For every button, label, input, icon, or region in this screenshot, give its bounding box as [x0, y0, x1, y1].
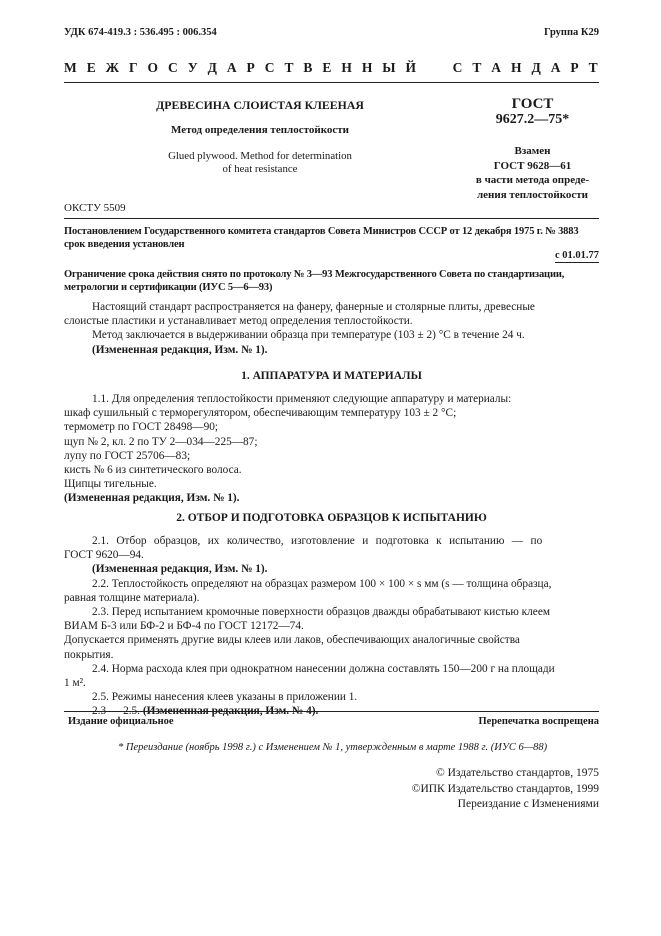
- text-line: слоистые пластики и устанавливает метод определения теплостойкости.: [64, 315, 413, 328]
- gost-label: ГОСТ: [511, 96, 554, 112]
- official-edition: Издание официальное: [68, 716, 174, 727]
- text-line: 1.1. Для определения теплостойкости применяют следующие аппаратуру и материалы:: [92, 393, 512, 405]
- reissue-note: * Переиздание (ноябрь 1998 г.) с Изменением № 1, утвержденным в марте 1988 г. (ИУС 6—88): [118, 742, 548, 753]
- edit-note: (Измененная редакция, Изм. № 4).: [142, 705, 319, 718]
- banner-letter: Ы: [382, 60, 396, 75]
- text-line: 2.5. Режимы нанесения клеев указаны в приложении 1.: [92, 691, 358, 704]
- clause-range: 2.3 — 2.5.: [92, 705, 141, 718]
- banner-letter: Т: [588, 60, 598, 75]
- banner-letter: Й: [405, 60, 417, 75]
- replacement-block: [465, 144, 600, 202]
- banner-letter: Г: [128, 60, 138, 75]
- banner-letter: Е: [86, 60, 96, 75]
- text-line: шкаф сушильный с терморегулятором, обеспечивающим температуру 103 ± 2 °С;: [64, 407, 457, 420]
- edit-note: (Измененная редакция, Изм. № 1).: [92, 563, 268, 576]
- section-1-body: [64, 392, 598, 506]
- banner-letter: Д: [531, 60, 541, 75]
- banner-letter: Н: [511, 60, 522, 75]
- banner-letter: М: [64, 60, 77, 75]
- text-line: ВИАМ Б-3 или БФ-2 и БФ-4 по ГОСТ 12172—74.: [64, 620, 304, 633]
- banner-letter: С: [264, 60, 275, 75]
- section-2-title: 2. ОТБОР И ПОДГОТОВКА ОБРАЗЦОВ К ИСПЫТАНИЮ: [176, 512, 487, 524]
- text-line: Настоящий стандарт распространяется на фанеру, фанерные и столярные плиты, древесные: [92, 301, 535, 313]
- section-1-title: 1. АППАРАТУРА И МАТЕРИАЛЫ: [241, 370, 422, 382]
- decree-line: срок введения установлен: [64, 239, 185, 250]
- replace-note: в части метода опреде-: [475, 174, 590, 186]
- text-line: лупу по ГОСТ 25706—83;: [64, 449, 191, 462]
- banner-letter: А: [491, 60, 502, 75]
- english-title-line: of heat resistance: [222, 163, 298, 175]
- text-line: 2.3. Перед испытанием кромочные поверхности образцов дважды обрабатывают кистью клеем: [92, 606, 550, 619]
- copyright-line: Переиздание с Изменениями: [457, 798, 599, 810]
- banner-letter: У: [187, 60, 198, 75]
- banner-letter: Р: [246, 60, 255, 75]
- edit-note: (Измененная редакция, Изм. № 1).: [64, 492, 240, 505]
- restriction-line: метрологии и сертификации (ИУС 5—6—93): [64, 282, 273, 293]
- replace-label: Взамен: [514, 145, 551, 157]
- udk-code: УДК 674-419.3 : 536.495 : 006.354: [64, 27, 217, 38]
- document-title: ДРЕВЕСИНА СЛОИСТАЯ КЛЕЕНАЯ: [156, 98, 364, 112]
- banner-rule: [64, 82, 599, 83]
- english-title: [130, 150, 390, 176]
- copyright-line: © Издательство стандартов, 1975: [435, 767, 599, 779]
- intro-paragraph: [64, 300, 598, 357]
- text-line: ГОСТ 9620—94.: [64, 549, 144, 562]
- banner-letter: Д: [207, 60, 217, 75]
- divider: [64, 218, 599, 219]
- text-line: 2.1. Отбор образцов, их количество, изготовление и подготовка к испытанию — по: [92, 535, 543, 547]
- banner-letter: А: [550, 60, 561, 75]
- group-code: Группа К29: [543, 27, 599, 38]
- text-line: кисть № 6 из синтетического волоса.: [64, 464, 242, 477]
- banner-letter: Е: [322, 60, 332, 75]
- banner-letter: Т: [472, 60, 482, 75]
- okstu-code: ОКСТУ 5509: [64, 202, 126, 214]
- banner-letter: С: [452, 60, 463, 75]
- reprint-notice: Перепечатка воспрещена: [478, 716, 599, 727]
- banner-letter: А: [226, 60, 237, 75]
- section-2-body: [64, 534, 598, 719]
- copyright-line: ©ИПК Издательство стандартов, 1999: [411, 782, 599, 795]
- text-line: щуп № 2, кл. 2 по ТУ 2—034—225—87;: [64, 435, 258, 448]
- banner-letter: Ж: [105, 60, 120, 75]
- text-line: Допускается применять другие виды клеев или лаков, обеспечивающих аналогичные свойства: [64, 634, 520, 647]
- restriction-text: [64, 268, 564, 294]
- replace-note: ления теплостойкости: [476, 188, 589, 201]
- footer-rule: [64, 711, 599, 712]
- text-line: Щипцы тигельные.: [64, 478, 157, 491]
- replace-number: ГОСТ 9628—61: [493, 159, 572, 172]
- standard-banner: [64, 60, 598, 76]
- banner-letter: О: [147, 60, 159, 75]
- restriction-line: Ограничение срока действия снято по протоколу № 3—93 Межгосударственного Совета по стандартизации,: [64, 269, 565, 280]
- gost-number: 9627.2—75*: [495, 112, 570, 127]
- text-line: покрытия.: [64, 648, 114, 661]
- text-line: 2.4. Норма расхода клея при однократном нанесении должна составлять 150—200 г на площади: [92, 662, 555, 675]
- text-line: термометр по ГОСТ 28498—90;: [64, 421, 219, 434]
- text-line: равная толщине материала).: [64, 591, 200, 604]
- english-title-line: Glued plywood. Method for determination: [168, 150, 352, 162]
- banner-letter: Т: [284, 60, 294, 75]
- banner-letter: Н: [341, 60, 352, 75]
- edit-note: (Измененная редакция, Изм. № 1).: [92, 343, 268, 356]
- text-line: 2.2. Теплостойкость определяют на образцах размером 100 × 100 × s мм (s — толщина образца,: [92, 577, 552, 590]
- decree-text: [64, 225, 578, 251]
- text-line: 1 м².: [64, 677, 86, 690]
- effective-date: с 01.01.77: [554, 250, 599, 261]
- banner-letter: В: [303, 60, 313, 75]
- banner-letter: [426, 60, 429, 76]
- banner-letter: Р: [570, 60, 579, 75]
- banner-letter: С: [168, 60, 178, 75]
- decree-line: Постановлением Государственного комитета стандартов Совета Министров СССР от 12 декабря 1975 г. № 3883: [64, 226, 579, 237]
- banner-letter: [439, 60, 442, 76]
- text-line: Метод заключается в выдерживании образца при температуре (103 ± 2) °С в течение 24 ч.: [92, 329, 525, 342]
- banner-letter: Н: [361, 60, 373, 75]
- document-subtitle: Метод определения теплостойкости: [170, 124, 350, 136]
- copyright-block: [412, 766, 599, 813]
